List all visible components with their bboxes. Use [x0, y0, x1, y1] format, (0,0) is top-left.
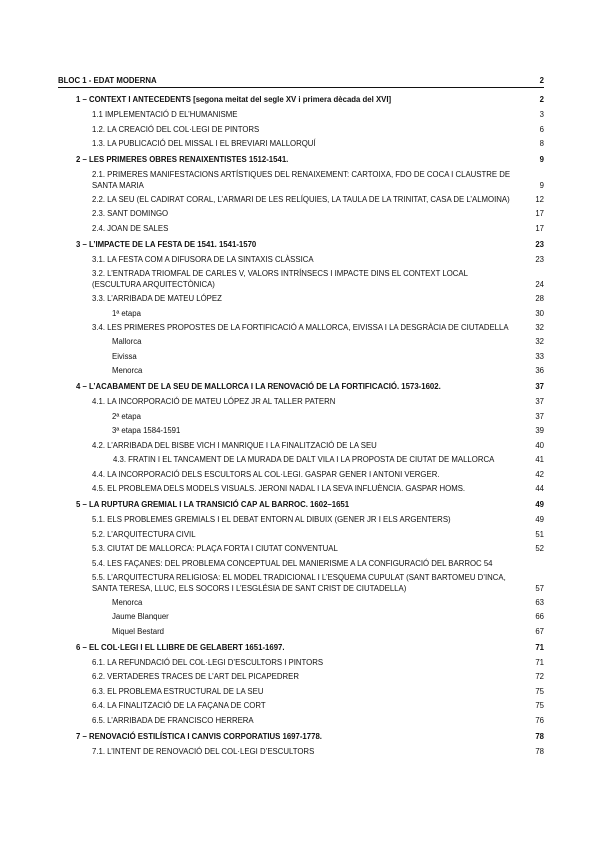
toc-entry-title: 5.3. CIUTAT DE MALLORCA: PLAÇA FORTA I CIUTAT CONVENTUAL: [92, 544, 338, 553]
toc-entry[interactable]: [58, 223, 544, 234]
toc-entry[interactable]: [58, 671, 544, 682]
toc-entry[interactable]: [58, 746, 544, 757]
toc-entry-page: 52: [535, 544, 544, 553]
toc-entry-page: 44: [535, 484, 544, 493]
toc-entry[interactable]: [58, 254, 544, 265]
toc-entry-title: 4.4. LA INCORPORACIÓ DELS ESCULTORS AL COL·LEGI. GASPAR GENER I ANTONI VERGER.: [92, 469, 440, 479]
toc-entry-title: 2.2. LA SEU (EL CADIRAT CORAL, L’ARMARI DE LES RELÍQUIES, LA TAULA DE LA TRINITAT, CASA DE L’ALMOINA): [92, 195, 510, 204]
toc-entry[interactable]: [58, 336, 544, 347]
toc-entry-page: 75: [535, 686, 544, 696]
toc-entry-page: 49: [535, 515, 544, 524]
toc-entry[interactable]: [58, 351, 544, 362]
toc-entry-title: 4.1. LA INCORPORACIÓ DE MATEU LÓPEZ JR AL TALLER PATERN: [92, 397, 336, 406]
table-of-contents: [58, 75, 544, 760]
toc-entry-title: 2.3. SANT DOMINGO: [92, 209, 169, 218]
toc-entry[interactable]: [58, 208, 544, 219]
toc-entry-page: 36: [535, 366, 544, 375]
toc-entry-title: 1.3. LA PUBLICACIÓ DEL MISSAL I EL BREVIARI MALLORQUÍ: [92, 139, 316, 148]
toc-entry-title: 2 – LES PRIMERES OBRES RENAIXENTISTES 1512-1541.: [76, 155, 289, 164]
toc-entry-title: 5.2. L’ARQUITECTURA CIVIL: [92, 529, 196, 539]
toc-entry[interactable]: [58, 483, 544, 494]
toc-entry-page: 28: [535, 294, 544, 303]
toc-entry-page: 39: [535, 426, 544, 435]
toc-entry-title: Menorca: [112, 597, 143, 607]
toc-entry[interactable]: [58, 268, 544, 290]
toc-entry-title: 4.2. L’ARRIBADA DEL BISBE VICH I MANRIQUE I LA FINALITZACIÓ DE LA SEU: [92, 440, 377, 450]
toc-entry[interactable]: [58, 365, 544, 376]
toc-entry[interactable]: [58, 293, 544, 304]
toc-entry[interactable]: [58, 558, 544, 569]
toc-entry-page: 32: [535, 337, 544, 346]
toc-entry[interactable]: [58, 626, 544, 637]
toc-entry-page: 42: [535, 469, 544, 479]
toc-entry-page: 40: [535, 440, 544, 450]
toc-entry-page: 8: [539, 139, 544, 148]
toc-entry-title: 1ª etapa: [112, 308, 141, 318]
toc-entry-page: 32: [535, 323, 544, 332]
toc-entry-page: 17: [535, 223, 544, 233]
toc-entry-page: 17: [535, 209, 544, 218]
toc-entry[interactable]: [58, 731, 544, 742]
toc-entry-title: 3ª etapa 1584-1591: [112, 426, 181, 435]
toc-entry-page: 6: [539, 124, 544, 134]
toc-entry-page: 41: [535, 455, 544, 464]
toc-entry-title: 3.1. LA FESTA COM A DIFUSORA DE LA SINTAXIS CLÀSSICA: [92, 254, 314, 264]
toc-entry-title: 5.4. LES FAÇANES: DEL PROBLEMA CONCEPTUAL DEL MANIERISME A LA CONFIGURACIÓ DEL BARROC 54: [92, 558, 493, 568]
toc-entry-page: 67: [535, 626, 544, 636]
toc-entry-title: 7 – RENOVACIÓ ESTILÍSTICA I CANVIS CORPORATIUS 1697-1778.: [76, 731, 322, 741]
toc-entry-title: Miquel Bestard: [112, 626, 165, 636]
toc-entry-title: Menorca: [112, 366, 143, 375]
toc-entry-page: 78: [535, 731, 544, 741]
toc-entry-title: 2.4. JOAN DE SALES: [92, 223, 169, 233]
toc-entry[interactable]: [58, 572, 544, 594]
toc-entry-title: Mallorca: [112, 337, 142, 346]
toc-entry[interactable]: [58, 597, 544, 608]
toc-entry-title: 5.5. L’ARQUITECTURA RELIGIOSA: EL MODEL TRADICIONAL I L’ESQUEMA CUPULAT (SANT BARTOMEU D’INCA, SANTA TERESA, LLUC, ELS SOCORS I L’ESGLÉSIA DE SANT CRIST DE CIUTADELLA): [92, 572, 506, 593]
toc-entry-page: 23: [535, 239, 544, 249]
toc-entry-title: 2ª etapa: [112, 411, 141, 421]
toc-entry-page: 9: [539, 181, 544, 190]
toc-entry[interactable]: [58, 308, 544, 319]
toc-entry-page: 49: [535, 500, 544, 509]
toc-entry[interactable]: [58, 194, 544, 205]
toc-entry-page: 2: [539, 76, 544, 85]
toc-entry[interactable]: [58, 440, 544, 451]
toc-entry-title: 6.3. EL PROBLEMA ESTRUCTURAL DE LA SEU: [92, 686, 264, 696]
toc-entry[interactable]: [58, 239, 544, 250]
toc-entry[interactable]: [58, 169, 544, 191]
toc-entry-page: 72: [535, 672, 544, 681]
toc-entry[interactable]: [58, 94, 544, 105]
toc-entry[interactable]: [58, 322, 544, 333]
toc-entry[interactable]: [58, 454, 544, 465]
toc-entry-title: 4 – L’ACABAMENT DE LA SEU DE MALLORCA I LA RENOVACIÓ DE LA FORTIFICACIÓ. 1573-1602.: [76, 382, 441, 391]
toc-entry-title: Eivissa: [112, 351, 137, 361]
toc-entry-page: 33: [535, 351, 544, 361]
toc-entry[interactable]: [58, 124, 544, 135]
toc-entry[interactable]: [58, 109, 544, 120]
toc-entry-page: 24: [535, 280, 544, 289]
toc-entry-page: 37: [535, 382, 544, 391]
toc-entry-page: 66: [535, 612, 544, 621]
toc-entry[interactable]: [58, 411, 544, 422]
toc-entry-page: 37: [535, 397, 544, 406]
toc-entry-page: 9: [539, 155, 544, 164]
toc-entry[interactable]: [58, 499, 544, 510]
toc-entry-title: 1.1 IMPLEMENTACIÓ D EL’HUMANISME: [92, 110, 238, 119]
toc-entry[interactable]: [58, 396, 544, 407]
toc-entry-title: 6.4. LA FINALITZACIÓ DE LA FAÇANA DE CORT: [92, 701, 266, 710]
toc-entry[interactable]: [58, 154, 544, 165]
toc-entry-title: 3.4. LES PRIMERES PROPOSTES DE LA FORTIFICACIÓ A MALLORCA, EIVISSA I LA DESGRÀCIA DE CIUTADELLA: [92, 323, 509, 332]
toc-entry-title: 6 – EL COL·LEGI I EL LLIBRE DE GELABERT 1651-1697.: [76, 642, 285, 652]
toc-entry-title: 2.1. PRIMERES MANIFESTACIONS ARTÍSTIQUES DEL RENAIXEMENT: CARTOIXA, FDO DE COCA I CLAUSTRE DE SANTA MARIA: [92, 170, 511, 190]
toc-entry[interactable]: [58, 700, 544, 711]
toc-entry[interactable]: [58, 686, 544, 697]
toc-entry[interactable]: [58, 381, 544, 392]
toc-entry-title: 1 – CONTEXT I ANTECEDENTS [segona meitat del segle XV i primera dècada del XVI]: [76, 95, 392, 104]
toc-entry-title: 6.5. L’ARRIBADA DE FRANCISCO HERRERA: [92, 715, 254, 725]
toc-entry-title: 3.2. L’ENTRADA TRIOMFAL DE CARLES V, VALORS INTRÍNSECS I IMPACTE DINS EL CONTEXT LOCAL (ESCULTURA ARQUITECTÒNICA): [92, 269, 468, 289]
toc-entry-title: 5 – LA RUPTURA GREMIAL I LA TRANSICIÓ CAP AL BARROC. 1602–1651: [76, 500, 350, 509]
toc-entry-title: 1.2. LA CREACIÓ DEL COL·LEGI DE PINTORS: [92, 124, 260, 134]
toc-entry-page: 71: [535, 642, 544, 652]
toc-entry-page: 37: [535, 411, 544, 421]
toc-entry[interactable]: [58, 514, 544, 525]
toc-entry-title: BLOC 1 - EDAT MODERNA: [58, 76, 157, 85]
toc-entry[interactable]: [58, 75, 544, 88]
toc-entry-title: 5.1. ELS PROBLEMES GREMIALS I EL DEBAT ENTORN AL DIBUIX (GENER JR I ELS ARGENTERS): [92, 515, 451, 524]
toc-entry-title: 6.2. VERTADERES TRACES DE L’ART DEL PICAPEDRER: [92, 672, 299, 681]
toc-entry[interactable]: [58, 529, 544, 540]
toc-entry-page: 3: [539, 110, 544, 119]
toc-entry-page: 71: [535, 657, 544, 667]
toc-entry-page: 12: [535, 195, 544, 204]
toc-entry-page: 30: [535, 308, 544, 318]
toc-entry[interactable]: [58, 138, 544, 149]
toc-entry[interactable]: [58, 657, 544, 668]
toc-entry[interactable]: [58, 642, 544, 653]
toc-entry-title: 3 – L’IMPACTE DE LA FESTA DE 1541. 1541-1570: [76, 239, 257, 249]
toc-entry-page: 57: [535, 583, 544, 593]
toc-entry[interactable]: [58, 611, 544, 622]
toc-entry-page: 63: [535, 597, 544, 607]
toc-entry-page: 2: [539, 95, 544, 104]
toc-entry-page: 78: [535, 746, 544, 756]
toc-entry-page: 51: [535, 529, 544, 539]
toc-entry-page: 76: [535, 715, 544, 725]
toc-entry[interactable]: [58, 715, 544, 726]
toc-entry-page: 75: [535, 701, 544, 710]
toc-entry[interactable]: [58, 543, 544, 554]
toc-entry-title: 7.1. L’INTENT DE RENOVACIÓ DEL COL·LEGI D’ESCULTORS: [92, 746, 315, 756]
toc-entry-page: 23: [535, 254, 544, 264]
toc-entry-title: 3.3. L’ARRIBADA DE MATEU LÓPEZ: [92, 294, 222, 303]
toc-entry-title: 6.1. LA REFUNDACIÓ DEL COL·LEGI D’ESCULTORS I PINTORS: [92, 657, 324, 667]
toc-entry[interactable]: [58, 425, 544, 436]
toc-entry-title: Jaume Blanquer: [112, 612, 169, 621]
toc-entry-title: 4.3. FRATIN I EL TANCAMENT DE LA MURADA DE DALT VILA I LA PROPOSTA DE CIUTAT DE MALLORCA: [113, 455, 495, 464]
toc-entry[interactable]: [58, 469, 544, 480]
toc-entry-title: 4.5. EL PROBLEMA DELS MODELS VISUALS. JERONI NADAL I LA SEVA INFLUÈNCIA. GASPAR HOMS.: [92, 484, 466, 493]
